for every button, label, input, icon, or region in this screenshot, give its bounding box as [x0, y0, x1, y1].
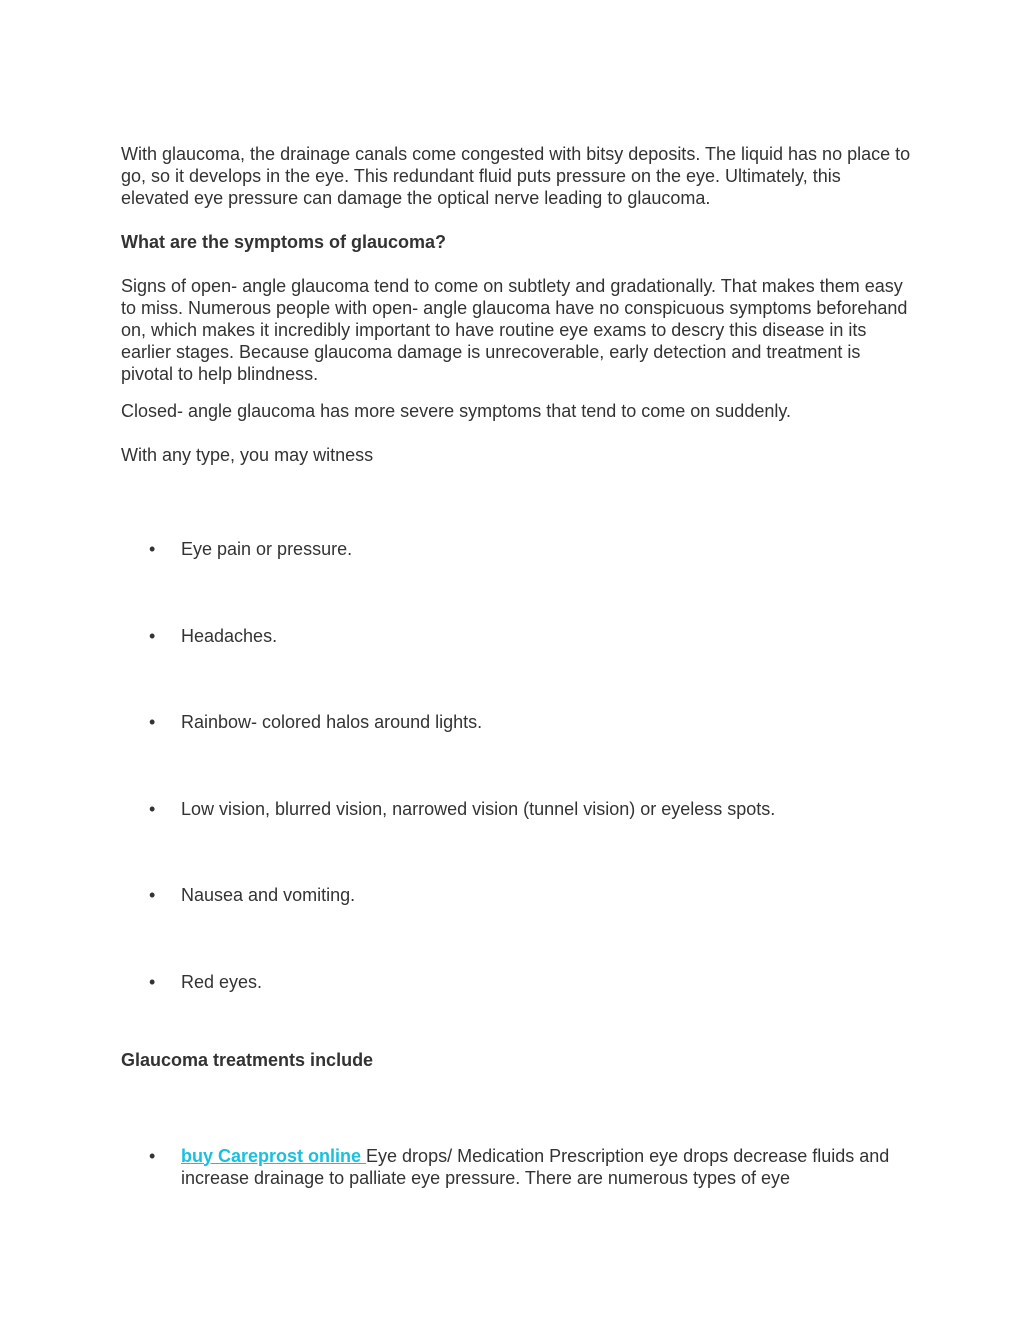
treatments-list — [121, 1145, 911, 1189]
bullet-icon: • — [149, 625, 156, 646]
list-item — [121, 711, 911, 733]
open-angle-paragraph: Signs of open- angle glaucoma tend to come on subtlety and gradationally. That makes them easy to miss. Numerous people with open- angle glaucoma have no conspicuous symptoms beforehand on, which makes it incredibly important to have routine eye exams to descry this disease in its earlier stages. Because glaucoma damage is unrecoverable, early detection and treatment is pivotal to help blindness. — [121, 276, 908, 384]
intro-paragraph: With glaucoma, the drainage canals come congested with bitsy deposits. The liquid has no place to go, so it develops in the eye. This redundant fluid puts pressure on the eye. Ultimately, this elevated eye pressure can damage the optical nerve leading to glaucoma. — [121, 144, 911, 208]
bullet-icon: • — [149, 885, 156, 905]
symptom-text: Nausea and vomiting. — [181, 885, 356, 905]
list-item — [121, 798, 911, 820]
bullet-icon: • — [149, 539, 156, 559]
symptom-text: Headaches. — [181, 625, 278, 646]
symptom-text: Rainbow- colored halos around lights. — [181, 712, 483, 732]
symptom-text: Low vision, blurred vision, narrowed vision (tunnel vision) or eyeless spots. — [181, 798, 776, 819]
list-item — [121, 971, 911, 993]
list-item — [121, 538, 911, 560]
list-item — [121, 1145, 911, 1189]
bullet-icon: • — [149, 1145, 156, 1166]
symptoms-heading: What are the symptoms of glaucoma? — [121, 232, 447, 252]
bullet-icon: • — [149, 798, 156, 819]
any-type-paragraph: With any type, you may witness — [121, 445, 374, 465]
document-page — [121, 143, 911, 1189]
treatments-heading: Glaucoma treatments include — [121, 1049, 374, 1070]
closed-angle-paragraph: Closed- angle glaucoma has more severe symptoms that tend to come on suddenly. — [121, 401, 792, 421]
list-item — [121, 625, 911, 647]
symptoms-list — [121, 538, 911, 993]
bullet-icon: • — [149, 971, 156, 992]
buy-careprost-link[interactable]: buy Careprost online — [181, 1145, 367, 1166]
symptom-text: Eye pain or pressure. — [181, 539, 353, 559]
treatment-text: Eye drops/ Medication Prescription eye drops decrease fluids and increase drainage to palliate eye pressure. There are numerous types of eye — [181, 1145, 890, 1188]
bullet-icon: • — [149, 712, 156, 732]
symptom-text: Red eyes. — [181, 971, 263, 992]
list-item — [121, 884, 911, 906]
